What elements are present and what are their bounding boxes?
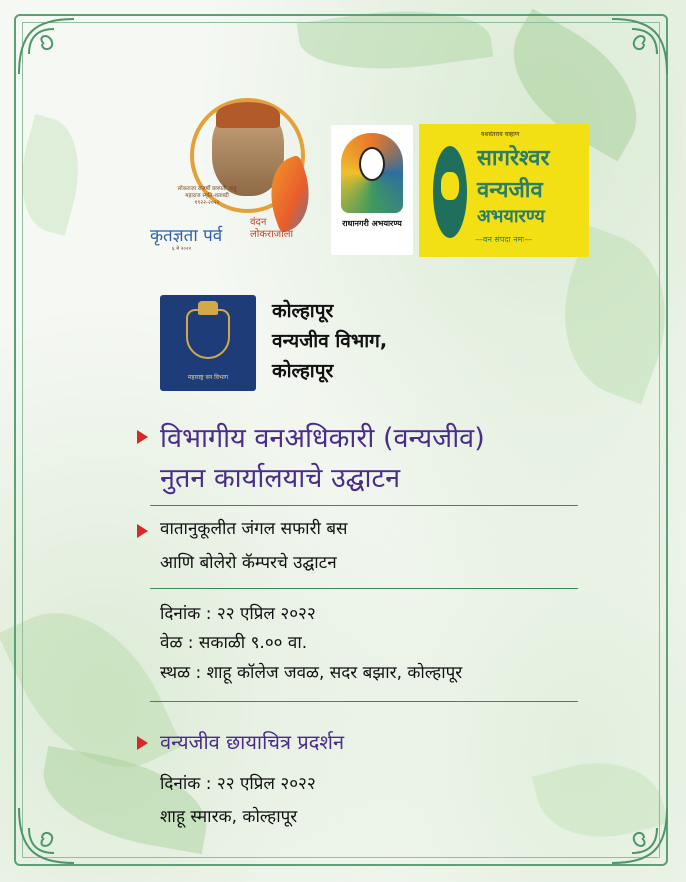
deer-icon (441, 172, 459, 200)
details2-date: दिनांक : २२ एप्रिल २०२२ (160, 774, 316, 794)
event3-title: वन्यजीव छायाचित्र प्रदर्शन (160, 730, 345, 754)
event2-line1: वातानुकूलीत जंगल सफारी बस (160, 519, 348, 539)
sagareshwar-line2: वन्यजीव (477, 178, 543, 203)
shield-icon (186, 309, 230, 359)
logo-title: कृतज्ञता पर्व (150, 226, 223, 246)
sagareshwar-top-text: यशवंतराव चव्हाण (481, 131, 520, 138)
radhanagari-text: राधानगरी अभयारण्य (342, 219, 402, 228)
sagareshwar-line3: अभयारण्य (477, 206, 545, 227)
sagareshwar-sanctuary-logo (419, 124, 589, 257)
department-line2: वन्यजीव विभाग, (272, 330, 388, 352)
department-line1: कोल्हापूर (272, 300, 334, 322)
logo-small-text: लोकराजा राजर्षी छत्रपती शाहू महाराज स्मृति-शताब्दी १९२२-२०२२ (177, 186, 237, 206)
event2-line2: आणि बोलेरो कॅम्परचे उद्घाटन (160, 553, 337, 573)
details1-place: स्थळ : शाहू कॉलेज जवळ, सदर बझार, कोल्हापूर (160, 663, 463, 683)
kritadnyata-parva-logo (150, 90, 330, 260)
event1-title-line1: विभागीय वनअधिकारी (वन्यजीव) (160, 423, 485, 454)
emblem-text: महाराष्ट्र वन विभाग (187, 374, 229, 381)
logo-date: ६ मे २०२२ (172, 246, 192, 252)
logo-subtitle (250, 217, 293, 241)
details1-time: वेळ : सकाळी ९.०० वा. (160, 633, 308, 653)
corner-flourish-icon (14, 14, 94, 94)
corner-flourish-icon (14, 788, 94, 868)
bird-face-illustration (359, 147, 385, 181)
sagareshwar-line1: सागरेश्वर (477, 146, 550, 171)
logo-subtitle-line1: वंदन (250, 217, 267, 228)
bullet-arrow-icon (137, 736, 148, 750)
divider (150, 588, 578, 589)
details1-date: दिनांक : २२ एप्रिल २०२२ (160, 604, 316, 624)
bullet-arrow-icon (137, 524, 148, 538)
radhanagari-sanctuary-logo (331, 125, 413, 255)
divider (150, 505, 578, 506)
forest-department-emblem (160, 295, 256, 391)
corner-flourish-icon (592, 14, 672, 94)
sagareshwar-tagline: —वन संपदा नमः— (475, 235, 533, 244)
details2-place: शाहू स्मारक, कोल्हापूर (160, 807, 298, 827)
logo-subtitle-line2: लोकराजाला (250, 229, 294, 240)
department-name (272, 296, 387, 386)
bullet-arrow-icon (137, 430, 148, 444)
department-line3: कोल्हापूर (272, 360, 334, 382)
corner-flourish-icon (592, 788, 672, 868)
divider (150, 701, 578, 702)
event1-title-line2: नुतन कार्यालयाचे उद्घाटन (160, 463, 401, 494)
turban-illustration (216, 102, 280, 128)
